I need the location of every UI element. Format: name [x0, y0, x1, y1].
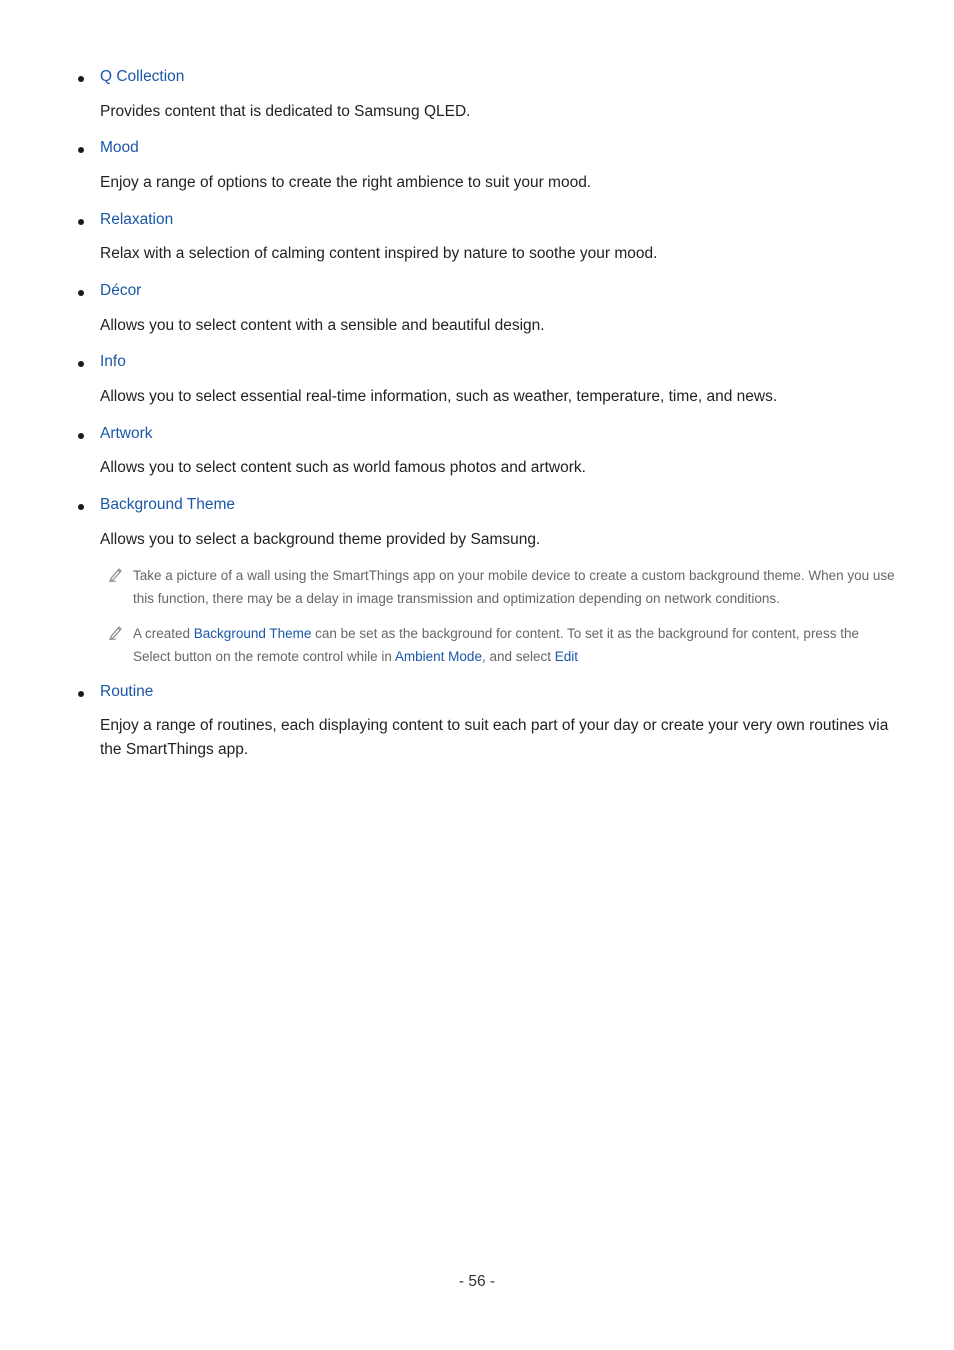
- description-relaxation: Relax with a selection of calming content inspired by nature to soothe your mood.: [100, 245, 658, 262]
- page-number: - 56 -: [458, 1273, 496, 1290]
- description-artwork: Allows you to select content such as world famous photos and artwork.: [100, 459, 586, 476]
- note-text-part: A created: [133, 626, 194, 641]
- pencil-note-icon: [108, 624, 124, 640]
- bullet-icon: [78, 691, 84, 697]
- bullet-icon: [78, 76, 84, 82]
- term-q-collection: Q Collection: [100, 68, 185, 85]
- bullet-icon: [78, 147, 84, 153]
- term-info: Info: [100, 353, 126, 370]
- bullet-icon: [78, 433, 84, 439]
- link-ambient-mode: Ambient Mode: [394, 648, 482, 664]
- term-relaxation: Relaxation: [100, 211, 174, 228]
- bullet-icon: [78, 361, 84, 367]
- note-text-custom-background: Take a picture of a wall using the SmartThings app on your mobile device to create a custom background theme. When you use this function, there may be a delay in image transmission and optimization depending on network conditions.: [133, 568, 895, 606]
- term-artwork: Artwork: [100, 425, 153, 442]
- bullet-icon: [78, 290, 84, 296]
- description-decor: Allows you to select content with a sensible and beautiful design.: [100, 317, 545, 334]
- description-q-collection: Provides content that is dedicated to Samsung QLED.: [100, 103, 471, 120]
- term-mood: Mood: [100, 139, 139, 156]
- description-background-theme: Allows you to select a background theme provided by Samsung.: [100, 531, 541, 548]
- link-background-theme: Background Theme: [193, 626, 312, 641]
- bullet-icon: [78, 504, 84, 510]
- note-text-part: can be set as the background for content. To set it as the background for content, press the Select button on the remote control while in: [133, 626, 859, 664]
- bullet-icon: [78, 219, 84, 225]
- description-info: Allows you to select essential real-time information, such as weather, temperature, time, and news.: [100, 388, 778, 405]
- term-background-theme: Background Theme: [100, 496, 235, 513]
- description-mood: Enjoy a range of options to create the right ambience to suit your mood.: [100, 174, 592, 191]
- term-decor: Décor: [100, 282, 142, 299]
- term-routine: Routine: [100, 683, 154, 700]
- pencil-note-icon: [108, 566, 124, 582]
- note-text-set-background: [133, 623, 898, 668]
- link-edit: Edit: [554, 648, 579, 664]
- description-routine: Enjoy a range of routines, each displaying content to suit each part of your day or create your very own routines via the SmartThings app.: [100, 717, 889, 758]
- note-text-part: , and select: [481, 648, 555, 664]
